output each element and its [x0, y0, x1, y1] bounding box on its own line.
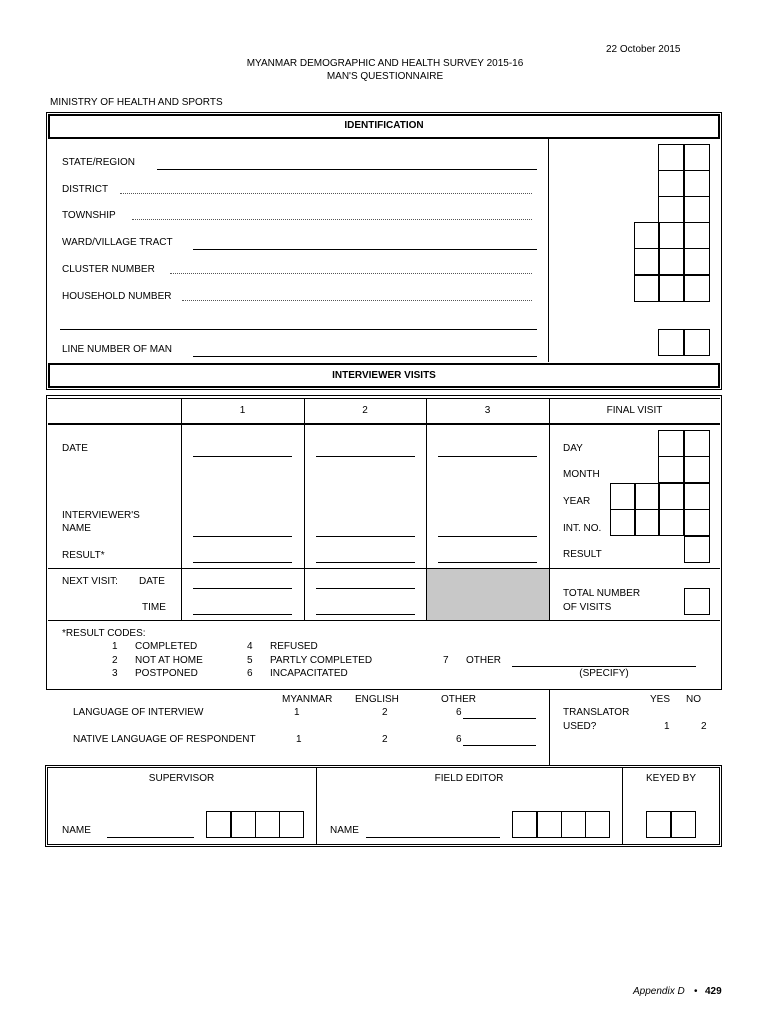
visits-col-header-rule [48, 423, 720, 425]
language-interview-label: LANGUAGE OF INTERVIEW [73, 707, 204, 718]
native-code-english[interactable]: 2 [382, 734, 388, 745]
visit-col-2: 2 [362, 405, 368, 416]
int-no-box[interactable] [658, 509, 684, 536]
day-box[interactable] [684, 430, 710, 457]
code-num: 1 [112, 641, 118, 652]
month-box[interactable] [684, 456, 710, 483]
keyed-code-box[interactable] [671, 811, 696, 838]
lang-code-other[interactable]: 6 [456, 707, 462, 718]
questionnaire-title: MAN'S QUESTIONNAIRE [326, 71, 444, 82]
cluster-field[interactable] [170, 273, 532, 274]
line-number-field[interactable] [193, 356, 537, 357]
visit3-name-field[interactable] [438, 536, 537, 537]
next-time-label: TIME [142, 602, 166, 613]
code-num: 7 [443, 655, 449, 666]
total-visits-label-1: TOTAL NUMBER [563, 588, 641, 599]
code-box[interactable] [658, 248, 684, 275]
bullet: • [694, 986, 698, 997]
editor-code-box[interactable] [537, 811, 562, 838]
code-box[interactable] [634, 248, 660, 275]
code-box[interactable] [634, 222, 660, 249]
native-code-myanmar[interactable]: 1 [296, 734, 302, 745]
code-box[interactable] [634, 275, 660, 302]
other-specify-field[interactable] [512, 666, 696, 667]
visits-row-rule [48, 568, 720, 569]
survey-title: MYANMAR DEMOGRAPHIC AND HEALTH SURVEY 2015-16 [246, 58, 524, 69]
field-editor-name-label: NAME [330, 825, 359, 836]
supervisor-code-box[interactable] [279, 811, 304, 838]
result-label: RESULT* [62, 550, 105, 561]
code-num: 4 [247, 641, 253, 652]
visits-top-rule [48, 398, 720, 399]
code-box[interactable] [684, 329, 710, 356]
code-label: COMPLETED [135, 641, 198, 652]
language-divider [549, 690, 550, 765]
month-label: MONTH [563, 469, 600, 480]
month-box[interactable] [658, 456, 684, 483]
native-language-label: NATIVE LANGUAGE OF RESPONDENT [73, 734, 256, 745]
line-number-label: LINE NUMBER OF MAN [62, 344, 173, 355]
native-other-field[interactable] [463, 745, 536, 746]
code-label: OTHER [466, 655, 501, 666]
id-divider [548, 139, 549, 362]
field-editor-label: FIELD EDITOR [434, 773, 504, 784]
translator-yes-code[interactable]: 1 [664, 721, 670, 732]
visit-col-1: 1 [239, 405, 246, 416]
editor-code-box[interactable] [585, 811, 610, 838]
editor-code-box[interactable] [561, 811, 586, 838]
household-field[interactable] [182, 300, 532, 301]
int-no-box[interactable] [684, 509, 710, 536]
code-box[interactable] [658, 170, 684, 197]
keyed-by-label: KEYED BY [645, 773, 697, 784]
visit3-date-field[interactable] [438, 456, 537, 457]
next-visit-label: NEXT VISIT: [62, 576, 118, 587]
col-divider [549, 398, 550, 620]
code-num: 2 [112, 655, 118, 666]
shaded-cell [427, 569, 549, 620]
ward-village-field[interactable] [193, 249, 537, 250]
code-box[interactable] [684, 275, 710, 302]
visit-col-3: 3 [484, 405, 491, 416]
visit2-name-field[interactable] [316, 536, 415, 537]
code-box[interactable] [684, 170, 710, 197]
code-label: PARTLY COMPLETED [270, 655, 373, 666]
code-box[interactable] [684, 222, 710, 249]
code-num: 6 [247, 668, 253, 679]
total-visits-box[interactable] [684, 588, 710, 615]
interview-other-field[interactable] [463, 718, 536, 719]
code-label: REFUSED [270, 641, 318, 652]
visits-heading: INTERVIEWER VISITS [332, 370, 436, 381]
supervisor-code-box[interactable] [231, 811, 256, 838]
next-date-label: DATE [139, 576, 165, 587]
code-box[interactable] [658, 275, 684, 302]
visit1-result-field[interactable] [193, 562, 292, 563]
int-no-label: INT. NO. [563, 523, 602, 534]
code-box[interactable] [658, 222, 684, 249]
interviewer-name-label-1: INTERVIEWER'S [62, 510, 140, 521]
result-box[interactable] [684, 536, 710, 563]
yes-label: YES [650, 694, 671, 705]
lang-code-myanmar[interactable]: 1 [294, 707, 300, 718]
district-label: DISTRICT [62, 184, 109, 195]
keyed-code-box[interactable] [646, 811, 671, 838]
code-label: INCAPACITATED [270, 668, 348, 679]
final-result-label: RESULT [563, 549, 602, 560]
visit3-result-field[interactable] [438, 562, 537, 563]
code-num: 5 [247, 655, 253, 666]
identification-heading: IDENTIFICATION [344, 120, 424, 131]
interviewer-name-label-2: NAME [62, 523, 91, 534]
code-box[interactable] [658, 329, 684, 356]
supervisor-code-box[interactable] [255, 811, 280, 838]
state-region-label: STATE/REGION [62, 157, 135, 168]
date-label: DATE [62, 443, 88, 454]
page-number: 429 [705, 986, 722, 997]
code-label: POSTPONED [135, 668, 198, 679]
supervisor-label: SUPERVISOR [148, 773, 215, 784]
translator-label-1: TRANSLATOR [563, 707, 630, 718]
code-label: NOT AT HOME [135, 655, 203, 666]
visit1-date-field[interactable] [193, 456, 292, 457]
col-divider [181, 398, 182, 620]
supervisor-name-label: NAME [62, 825, 91, 836]
visit1-next-date-field[interactable] [193, 588, 292, 589]
col-divider [304, 398, 305, 620]
supervisor-code-box[interactable] [206, 811, 231, 838]
translator-no-code[interactable]: 2 [701, 721, 707, 732]
day-label: DAY [563, 443, 583, 454]
visit2-next-date-field[interactable] [316, 588, 415, 589]
native-code-other[interactable]: 6 [456, 734, 462, 745]
year-box[interactable] [610, 483, 636, 510]
code-box[interactable] [658, 196, 684, 223]
visits-row-rule [48, 620, 720, 621]
cluster-label: CLUSTER NUMBER [62, 264, 155, 275]
visit1-next-time-field[interactable] [193, 614, 292, 615]
township-field[interactable] [132, 219, 532, 220]
visit2-date-field[interactable] [316, 456, 415, 457]
district-field[interactable] [120, 193, 532, 194]
code-box[interactable] [658, 144, 684, 171]
translator-label-2: USED? [563, 721, 597, 732]
editor-code-box[interactable] [512, 811, 537, 838]
household-label: HOUSEHOLD NUMBER [62, 291, 172, 302]
field-editor-name-field[interactable] [366, 837, 500, 838]
total-visits-label-2: OF VISITS [563, 602, 612, 613]
no-label: NO [686, 694, 701, 705]
year-box[interactable] [658, 483, 684, 510]
lang-col-other: OTHER [441, 694, 476, 705]
code-box[interactable] [684, 248, 710, 275]
township-label: TOWNSHIP [62, 210, 116, 221]
code-box[interactable] [684, 196, 710, 223]
specify-label: (SPECIFY) [579, 668, 629, 679]
visit2-next-time-field[interactable] [316, 614, 415, 615]
code-num: 3 [112, 668, 118, 679]
form-date: 22 October 2015 [606, 44, 681, 55]
ward-village-label: WARD/VILLAGE TRACT [62, 237, 173, 248]
lang-code-english[interactable]: 2 [382, 707, 388, 718]
ministry-label: MINISTRY OF HEALTH AND SPORTS [50, 97, 223, 108]
year-box[interactable] [684, 483, 710, 510]
day-box[interactable] [658, 430, 684, 457]
visit1-name-field[interactable] [193, 536, 292, 537]
state-region-field[interactable] [157, 169, 537, 170]
blank-line[interactable] [60, 329, 537, 330]
int-no-box[interactable] [634, 509, 660, 536]
final-visit-heading: FINAL VISIT [606, 405, 663, 416]
lang-col-english: ENGLISH [355, 694, 399, 705]
code-box[interactable] [684, 144, 710, 171]
int-no-box[interactable] [610, 509, 636, 536]
appendix-label: Appendix D [633, 986, 685, 997]
visit2-result-field[interactable] [316, 562, 415, 563]
year-label: YEAR [563, 496, 591, 507]
year-box[interactable] [634, 483, 660, 510]
lang-col-myanmar: MYANMAR [282, 694, 333, 705]
supervisor-name-field[interactable] [107, 837, 194, 838]
result-codes-heading: *RESULT CODES: [62, 628, 146, 639]
